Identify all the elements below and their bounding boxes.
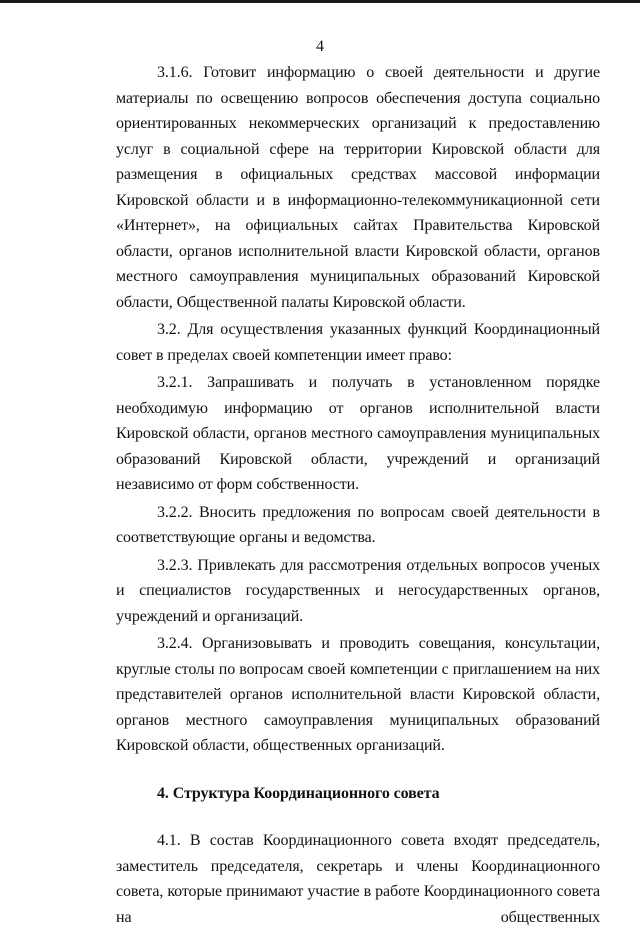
paragraph-4-1: 4.1. В состав Координационного совета входят председатель, заместитель председателя, секретарь и члены Координационного совета, которые принимают участие в работе Координационного совета на общественных bbox=[116, 832, 600, 926]
paragraph-3-2: 3.2. Для осуществления указанных функций Координационный совет в пределах своей компетенции имеет право: bbox=[116, 321, 600, 364]
paragraph-3-2-1: 3.2.1. Запрашивать и получать в установленном порядке необходимую информацию от органов исполнительной власти Кировской области, органов местного самоуправления муниципальных образований Кировской области, учреждений и организаций независимо от форм собственности. bbox=[116, 374, 600, 493]
paragraph-3-2-3: 3.2.3. Привлекать для рассмотрения отдельных вопросов ученых и специалистов государственных и негосударственных органов, учреждений и организаций. bbox=[116, 556, 600, 625]
paragraph-3-2-4: 3.2.4. Организовывать и проводить совещания, консультации, круглые столы по вопросам своей компетенции с приглашением на них представителей органов исполнительной власти Кировской области, органов местного самоуправления муниципальных образований Кировской области, общественных организаций. bbox=[116, 635, 600, 754]
page-number: 4 bbox=[316, 38, 324, 55]
scan-top-edge bbox=[0, 0, 640, 3]
document-body bbox=[116, 60, 600, 930]
section-heading-4: 4. Структура Координационного совета bbox=[157, 784, 440, 802]
paragraph-3-2-2: 3.2.2. Вносить предложения по вопросам своей деятельности в соответствующие органы и ведомства. bbox=[116, 503, 600, 546]
paragraph-3-1-6: 3.1.6. Готовит информацию о своей деятельности и другие материалы по освещению вопросов обеспечения доступа социально ориентированных некоммерческих организаций к предоставлению услуг в социальной сфере на территории Кировской области для размещения в официальных средствах массовой информации Кировской области и в информационно-телекоммуникационной сети «Интернет», на официальных сайтах Правительства Кировской области, органов исполнительной власти Кировской области, органов местного самоуправления муниципальных образований Кировской области, Общественной палаты Кировской области. bbox=[116, 64, 600, 311]
